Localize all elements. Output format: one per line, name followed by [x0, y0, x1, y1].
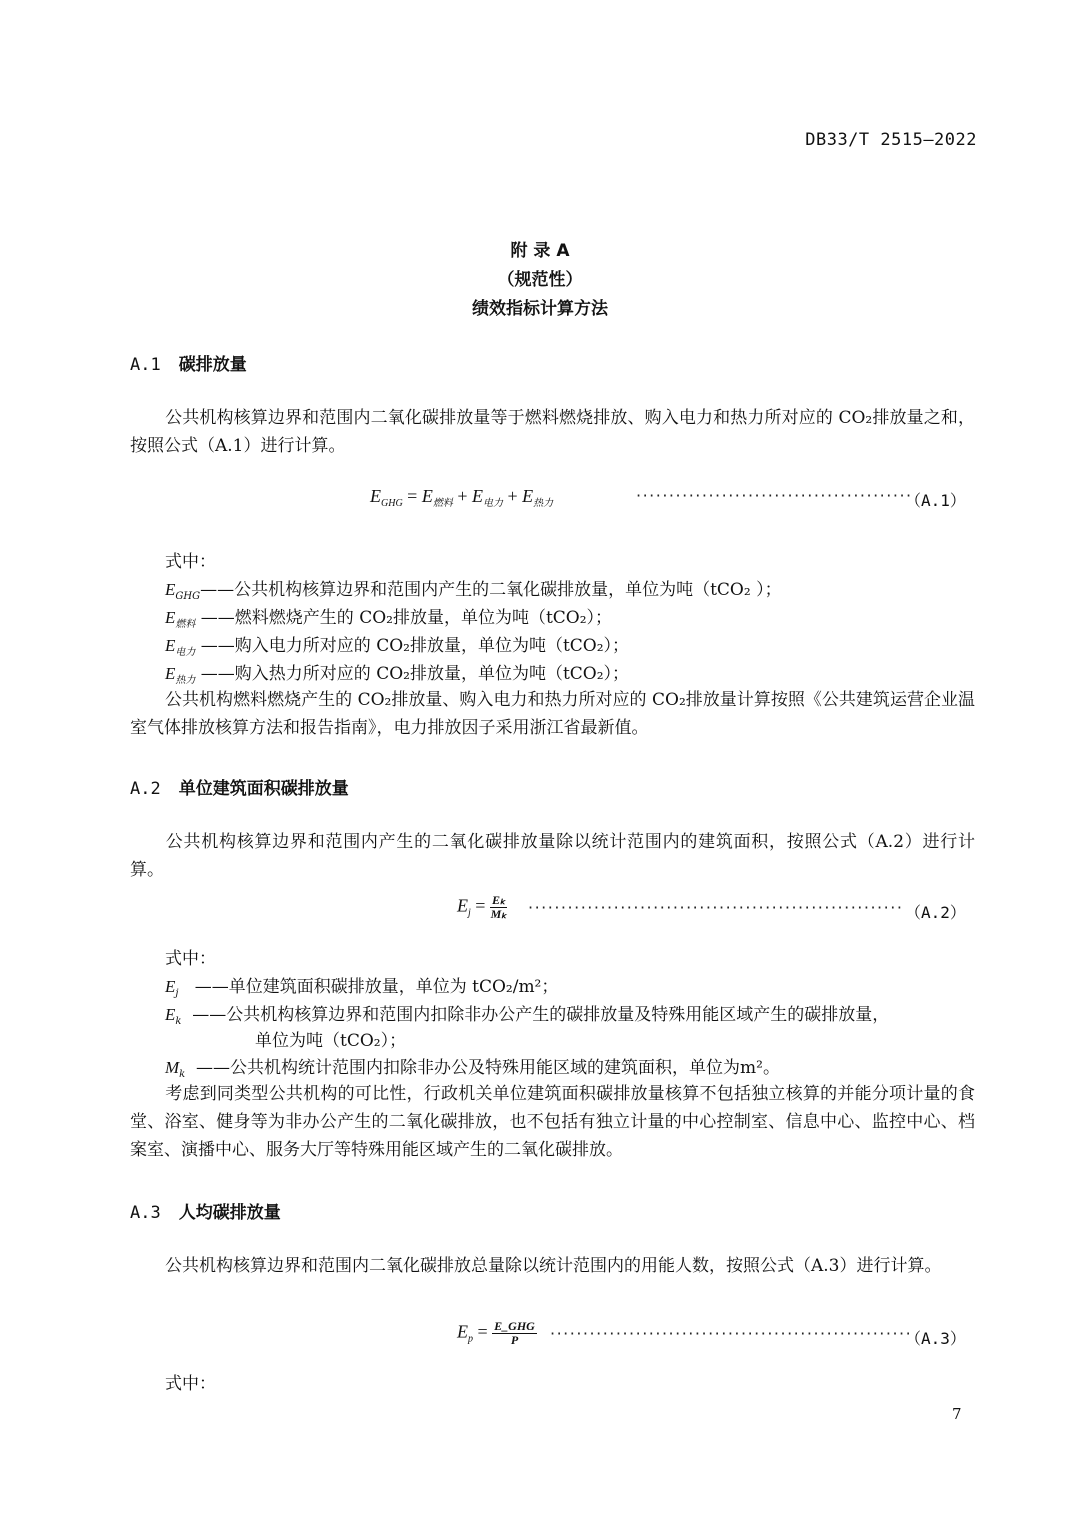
section-a1-intro: 公共机构核算边界和范围内二氧化碳排放量等于燃料燃烧排放、购入电力和热力所对应的 CO₂排放量之和，按照公式（A.1）进行计算。 [130, 408, 975, 456]
section-a2-heading: A.2 单位建筑面积碳排放量 [130, 779, 349, 799]
formula-a1: $E_{GHG} = E_{燃料} + E_{电力} + E_{热力}$ [370, 486, 554, 509]
def-egHg: $E_{GHG}——$公共机构核算边界和范围内产生的二氧化碳排放量，单位为吨（tCO₂ ）； [165, 580, 782, 602]
def-eelec: $E_{电力}$ ——购入电力所对应的 CO₂排放量，单位为吨（tCO₂）； [165, 636, 630, 658]
def-ek-cont: 单位为吨（tCO₂）； [255, 1031, 407, 1051]
where-label-a3: 式中： [165, 1374, 216, 1394]
section-a2-note: 考虑到同类型公共机构的可比性，行政机关单位建筑面积碳排放量核算不包括独立核算的并能分项计量的食堂、浴室、健身等为非办公产生的二氧化碳排放，也不包括有独立计量的中心控制室、信息中心、监控中心、档案室、演播中心、服务大厅等特殊用能区域产生的二氧化碳排放。 [130, 1084, 975, 1160]
formula-a2: $E_j$ = $\frac{\text{Eₖ}}{\text{Mₖ}}$ [457, 893, 507, 921]
formula-a3-tag: （A.3） [905, 1329, 966, 1348]
formula-a1-leader: ·········································· [636, 486, 913, 505]
def-ej: $E_j$ ——单位建筑面积碳排放量，单位为 tCO₂/m²； [165, 977, 559, 999]
formula-a1-tag: （A.1） [905, 491, 966, 510]
def-mk: $M_k$ ——公共机构统计范围内扣除非办公及特殊用能区域的建筑面积，单位为m²。 [165, 1058, 780, 1080]
page-number: 7 [952, 1405, 962, 1423]
where-label: 式中： [165, 552, 216, 572]
fraction: $\frac{\text{E\_GHG}}{P}$ [494, 1319, 535, 1347]
section-a2-intro: 公共机构核算边界和范围内产生的二氧化碳排放量除以统计范围内的建筑面积，按照公式（A.2）进行计算。 [130, 832, 975, 880]
formula-a3: $E_p$ = $\frac{\text{E\_GHG}}{P}$ [457, 1319, 535, 1347]
appendix-subtitle: 绩效指标计算方法 [472, 299, 608, 319]
def-efuel: $E_{燃料}$ ——燃料燃烧产生的 CO₂排放量，单位为吨（tCO₂）； [165, 608, 613, 630]
section-number: A.1 [130, 355, 161, 375]
formula-a2-leader: ························································· [528, 898, 904, 917]
section-a1-note: 公共机构燃料燃烧产生的 CO₂排放量、购入电力和热力所对应的 CO₂排放量计算按照《公共建筑运营企业温室气体排放核算方法和报告指南》，电力排放因子采用浙江省最新值。 [130, 690, 975, 738]
section-a1-heading [130, 350, 247, 375]
section-title: 碳排放量 [178, 355, 247, 375]
formula-a3-leader: ······················································· [550, 1324, 913, 1343]
section-a3-intro: 公共机构核算边界和范围内二氧化碳排放总量除以统计范围内的用能人数，按照公式（A.3）进行计算。 [165, 1256, 942, 1276]
document-code: DB33/T 2515—2022 [805, 130, 977, 150]
def-ek: $E_k$ ——公共机构核算边界和范围内扣除非办公产生的碳排放量及特殊用能区域产生的碳排放量， [165, 1005, 890, 1027]
section-a3-heading: A.3 人均碳排放量 [130, 1203, 281, 1223]
def-eheat: $E_{热力}$ ——购入热力所对应的 CO₂排放量，单位为吨（tCO₂）； [165, 664, 630, 686]
appendix-title: 附 录 A [510, 241, 570, 261]
formula-a2-tag: （A.2） [905, 903, 966, 922]
where-label-a2: 式中： [165, 949, 216, 969]
appendix-nature: （规范性） [497, 270, 583, 290]
fraction: $\frac{\text{Eₖ}}{\text{Mₖ}}$ [490, 893, 507, 921]
